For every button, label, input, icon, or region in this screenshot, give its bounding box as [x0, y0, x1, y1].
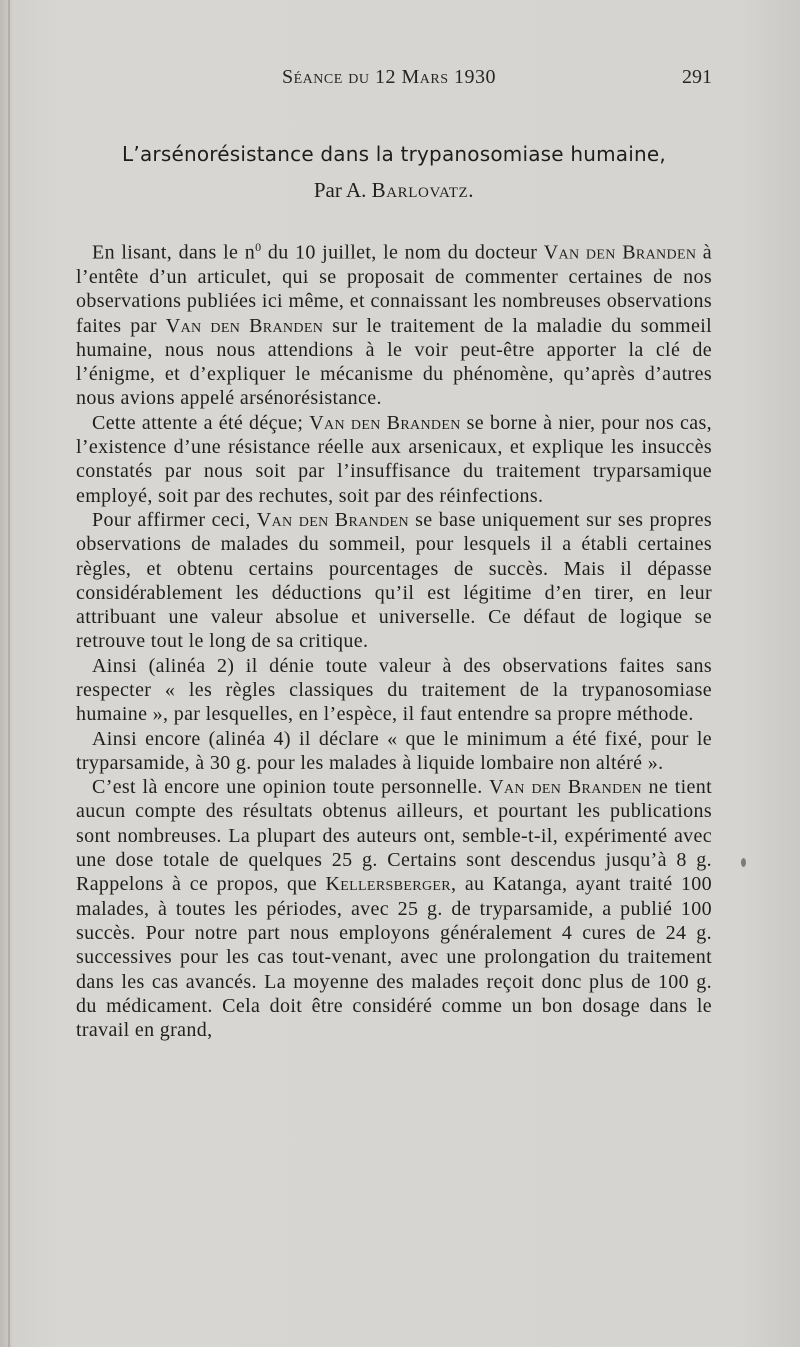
paragraph-6-text-c: , au Katanga, ayant traité 100 malades, à toutes les périodes, avec 25 g. de tryparsamide, a publié 100 succès. Pour notre part nous employons généralement 4 cures de 24 g. successives pour les cas tout-venant, avec une prolongation du traitement dans les cas avancés. La moyenne des malades reçoit donc plus de 100 g. du médicament. Cela doit être considéré comme un bon dosage dans le travail en grand,	[76, 873, 712, 1042]
paragraph-2-text-a: Cette attente a été déçue;	[92, 411, 310, 434]
ink-speck	[741, 858, 746, 867]
author-reference: Van den Branden	[309, 411, 461, 434]
paragraph-2	[76, 411, 712, 508]
author-reference: Van den Branden	[489, 776, 642, 799]
paragraph-5-text: Ainsi encore (alinéa 4) il déclare « que le minimum a été fixé, pour le tryparsamide, à 30 g. pour les malades à liquide lombaire non altéré ».	[76, 727, 712, 774]
issue-number-superscript: 0	[255, 240, 262, 254]
paragraph-3	[76, 508, 712, 654]
paragraph-6	[76, 775, 712, 1042]
author-prefix: Par A.	[313, 178, 367, 202]
article-body	[76, 235, 712, 1042]
page-number: 291	[682, 66, 712, 88]
paragraph-1-text-c: à l’entête d’un articulet, qui se proposait de commenter certaines de nos observations publiées ici même, et connaissant les nombreuses observations faites par	[76, 241, 713, 337]
paragraph-1	[76, 235, 712, 411]
article-title: L’arsénorésistance dans la trypanosomiase humaine,	[122, 142, 666, 166]
author-reference: Kellersberger	[325, 873, 451, 896]
running-head: Séance du 12 Mars 1930	[282, 66, 497, 88]
author-reference: Van den Branden	[543, 241, 697, 264]
paragraph-2-text-b: se borne à nier, pour nos cas, l’existence d’une résistance réelle aux arsenicaux, et explique les insuccès constatés par nous soit par l’insuffisance du traitement tryparsamique employé, soit par des rechutes, soit par des réinfections.	[76, 411, 712, 507]
paragraph-4	[76, 654, 712, 727]
author-reference: Van den Branden	[256, 508, 409, 531]
paragraph-1-text-a: En lisant, dans le n	[92, 241, 256, 264]
page-edge-shadow	[8, 0, 10, 1347]
paragraph-6-text-b: ne tient aucun compte des résultats obtenus ailleurs, et pourtant les publications sont nombreuses. La plupart des auteurs ont, semble-t-il, expérimenté avec une dose totale de quelques 25 g. Certains sont descendus jusqu’à 8 g. Rappelons à ce propos, que	[76, 776, 712, 896]
author-reference: Van den Branden	[165, 314, 324, 337]
author-name: Barlovatz.	[371, 178, 475, 202]
paragraph-3-text-a: Pour affirmer ceci,	[92, 508, 257, 531]
paragraph-4-text: Ainsi (alinéa 2) il dénie toute valeur à des observations faites sans respecter « les règles classiques du traitement de la trypanosomiase humaine », par lesquelles, en l’espèce, il faut entendre sa propre méthode.	[76, 654, 712, 726]
paragraph-5	[76, 727, 712, 776]
paragraph-1-text-d: sur le traitement de la maladie du sommeil humaine, nous nous attendions à le voir peut-être apporter la clé de l’énigme, et d’expliquer le mécanisme du phénomène, qu’après d’autres nous avions appelé arsénorésistance.	[76, 314, 713, 410]
paragraph-3-text-b: se base uniquement sur ses propres observations de malades du sommeil, pour lesquels il a établi certaines règles, et obtenu certains pourcentages de succès. Mais il dépasse considérablement les déductions qu’il est légitime d’en tirer, en leur attribuant une valeur absolue et universelle. Ce défaut de logique se retrouve tout le long de sa critique.	[76, 508, 712, 653]
paragraph-6-text-a: C’est là encore une opinion toute personnelle.	[92, 776, 490, 799]
paragraph-1-text-b: du 10 juillet, le nom du docteur	[261, 241, 544, 264]
article-author	[76, 178, 712, 203]
page-header	[76, 64, 712, 94]
